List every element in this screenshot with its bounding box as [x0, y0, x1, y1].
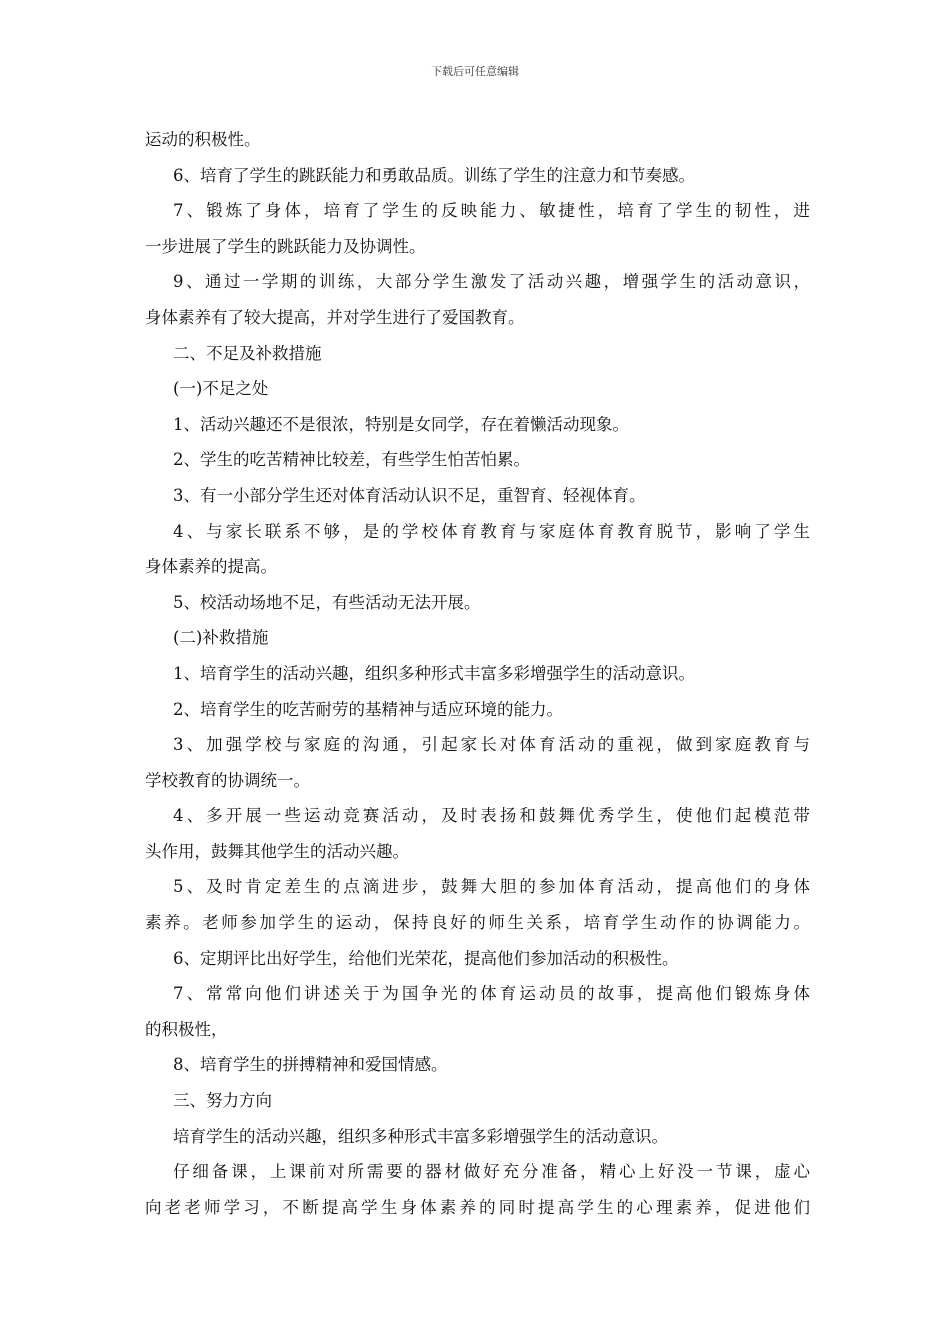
text-line: 6、定期评比出好学生，给他们光荣花，提高他们参加活动的积极性。	[173, 948, 679, 968]
document-body	[145, 122, 810, 1225]
text-line: 5、校活动场地不足，有些活动无法开展。	[173, 592, 481, 612]
page-header-note: 下载后可任意编辑	[431, 65, 519, 78]
text-line: 5、及时肯定差生的点滴进步，鼓舞大胆的参加体育活动，提高他们的身体	[173, 877, 810, 897]
text-line: 3、加强学校与家庭的沟通，引起家长对体育活动的重视，做到家庭教育与	[173, 735, 810, 755]
text-line: 3、有一小部分学生还对体育活动认识不足，重智育、轻视体育。	[173, 485, 646, 505]
text-line: 向老老师学习，不断提高学生身体素养的同时提高学生的心理素养，促进他们	[145, 1197, 810, 1217]
text-line: 培育学生的活动兴趣，组织多种形式丰富多彩增强学生的活动意识。	[173, 1126, 668, 1146]
text-line: 素养。老师参加学生的运动，保持良好的师生关系，培育学生动作的协调能力。	[145, 913, 810, 933]
text-line: 头作用，鼓舞其他学生的活动兴趣。	[145, 841, 409, 861]
text-line: 1、培育学生的活动兴趣，组织多种形式丰富多彩增强学生的活动意识。	[173, 663, 695, 683]
text-line: 仔细备课，上课前对所需要的器材做好充分准备，精心上好没一节课，虚心	[173, 1162, 810, 1182]
subsection-heading: (二)补救措施	[173, 628, 269, 648]
section-heading: 二、不足及补救措施	[173, 343, 322, 363]
text-line: 身体素养有了较大提高，并对学生进行了爱国教育。	[145, 307, 525, 327]
text-line: 9、通过一学期的训练，大部分学生激发了活动兴趣，增强学生的活动意识，	[173, 272, 810, 292]
text-line: 4、多开展一些运动竞赛活动，及时表扬和鼓舞优秀学生，使他们起模范带	[173, 806, 810, 826]
text-line: 学校教育的协调统一。	[145, 770, 310, 790]
section-heading: 三、努力方向	[173, 1091, 272, 1111]
subsection-heading: (一)不足之处	[173, 379, 269, 399]
text-line: 2、学生的吃苦精神比较差，有些学生怕苦怕累。	[173, 450, 530, 470]
text-line: 8、培育学生的拼搏精神和爱国情感。	[173, 1055, 448, 1075]
text-line: 7、锻炼了身体，培育了学生的反映能力、敏捷性，培育了学生的韧性，进	[173, 201, 810, 221]
text-line: 1、活动兴趣还不是很浓，特别是女同学，存在着懒活动现象。	[173, 414, 629, 434]
text-line: 身体素养的提高。	[145, 557, 277, 577]
text-line: 2、培育学生的吃苦耐劳的基精神与适应环境的能力。	[173, 699, 563, 719]
text-line: 7、常常向他们讲述关于为国争光的体育运动员的故事，提高他们锻炼身体	[173, 984, 810, 1004]
text-line: 一步进展了学生的跳跃能力及协调性。	[145, 236, 426, 256]
text-line: 4、与家长联系不够，是的学校体育教育与家庭体育教育脱节，影响了学生	[173, 521, 810, 541]
text-line: 运动的积极性。	[145, 130, 261, 149]
text-line: 6、培育了学生的跳跃能力和勇敢品质。训练了学生的注意力和节奏感。	[173, 165, 695, 185]
text-line: 的积极性，	[145, 1019, 228, 1039]
